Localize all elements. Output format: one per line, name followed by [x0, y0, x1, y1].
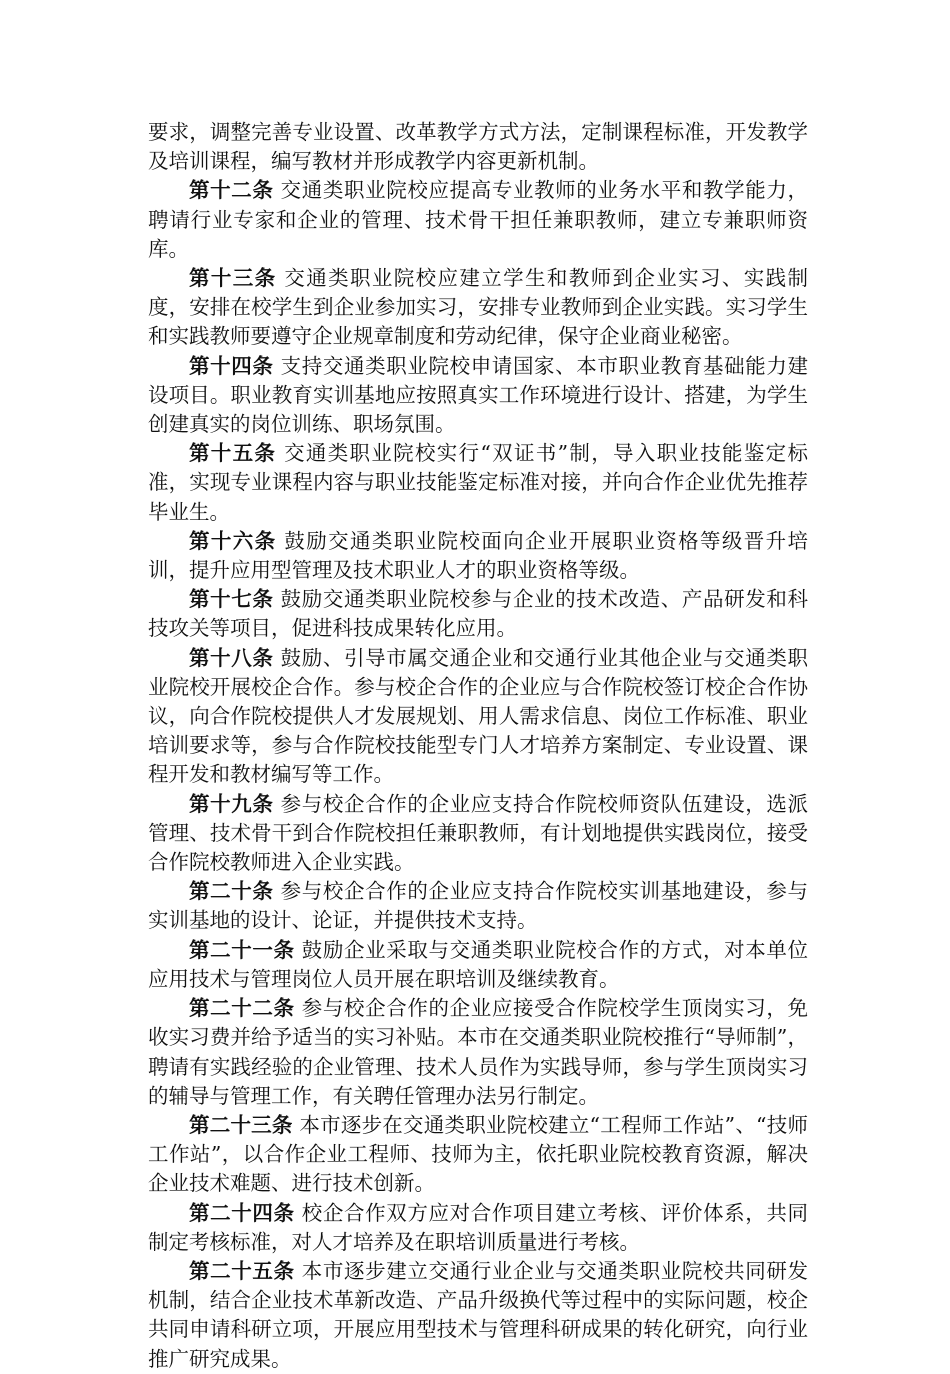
article-heading: 第二十一条: [189, 937, 295, 962]
article-18: [148, 644, 808, 790]
article-17: [148, 585, 808, 643]
article-20: [148, 877, 808, 935]
article-heading: 第十二条: [189, 178, 274, 203]
article-text: 本市逐步建立交通行业企业与交通类职业院校共同研发机制，结合企业技术革新改造、产品升级换代等过程中的实际问题，校企共同申请科研立项，开展应用型技术与管理科研成果的转化研究，向行业推广研究成果。: [148, 1258, 808, 1371]
article-heading: 第十六条: [189, 528, 277, 553]
article-text: 交通类职业院校实行“双证书”制，导入职业技能鉴定标准，实现专业课程内容与职业技能鉴定标准对接，并向合作企业优先推荐毕业生。: [148, 441, 808, 524]
article-text: 交通类职业院校应建立学生和教师到企业实习、实践制度，安排在校学生到企业参加实习，安排专业教师到企业实践。实习学生和实践教师要遵守企业规章制度和劳动纪律，保守企业商业秘密。: [148, 266, 808, 349]
article-13: [148, 264, 808, 352]
document-page: [148, 118, 808, 1374]
article-heading: 第十九条: [189, 791, 274, 816]
article-19: [148, 790, 808, 878]
article-heading: 第十七条: [189, 587, 274, 612]
article-14: [148, 352, 808, 440]
article-heading: 第二十二条: [189, 996, 295, 1021]
article-heading: 第二十三条: [189, 1112, 293, 1137]
article-text: 鼓励企业采取与交通类职业院校合作的方式，对本单位应用技术与管理岗位人员开展在职培训及继续教育。: [148, 937, 808, 991]
article-heading: 第十八条: [189, 645, 274, 670]
article-text: 本市逐步在交通类职业院校建立“工程师工作站”、“技师工作站”，以合作企业工程师、技师为主，依托职业院校教育资源，解决企业技术难题、进行技术创新。: [148, 1112, 808, 1196]
article-22: [148, 994, 808, 1111]
paragraph-text: 要求，调整完善专业设置、改革教学方式方法，定制课程标准，开发教学及培训课程，编写教材并形成教学内容更新机制。: [148, 120, 808, 174]
article-text: 鼓励交通类职业院校面向企业开展职业资格等级晋升培训，提升应用型管理及技术职业人才的职业资格等级。: [148, 528, 808, 583]
article-25: [148, 1257, 808, 1374]
paragraph-continuation: [148, 118, 808, 176]
article-text: 鼓励、引导市属交通企业和交通行业其他企业与交通类职业院校开展校企合作。参与校企合作的企业应与合作院校签订校企合作协议，向合作院校提供人才发展规划、用人需求信息、岗位工作标准、职业培训要求等，参与合作院校技能型专门人才培养方案制定、专业设置、课程开发和教材编写等工作。: [148, 645, 808, 787]
article-24: [148, 1199, 808, 1257]
article-text: 参与校企合作的企业应接受合作院校学生顶岗实习，免收实习费并给予适当的实习补贴。本市在交通类职业院校推行“导师制”，聘请有实践经验的企业管理、技术人员作为实践导师，参与学生顶岗实习的辅导与管理工作，有关聘任管理办法另行制定。: [148, 996, 808, 1108]
article-text: 交通类职业院校应提高专业教师的业务水平和教学能力，聘请行业专家和企业的管理、技术骨干担任兼职教师，建立专兼职师资库。: [148, 178, 808, 261]
article-heading: 第二十条: [189, 879, 274, 904]
article-text: 参与校企合作的企业应支持合作院校实训基地建设，参与实训基地的设计、论证，并提供技术支持。: [148, 879, 808, 933]
article-heading: 第十四条: [189, 353, 274, 378]
article-23: [148, 1111, 808, 1199]
article-15: [148, 439, 808, 527]
article-12: [148, 176, 808, 264]
article-21: [148, 936, 808, 994]
article-text: 支持交通类职业院校申请国家、本市职业教育基础能力建设项目。职业教育实训基地应按照真实工作环境进行设计、搭建，为学生创建真实的岗位训练、职场氛围。: [148, 353, 808, 437]
article-text: 参与校企合作的企业应支持合作院校师资队伍建设，选派管理、技术骨干到合作院校担任兼职教师，有计划地提供实践岗位，接受合作院校教师进入企业实践。: [148, 791, 808, 875]
article-text: 校企合作双方应对合作项目建立考核、评价体系，共同制定考核标准，对人才培养及在职培训质量进行考核。: [148, 1200, 808, 1254]
article-text: 鼓励交通类职业院校参与企业的技术改造、产品研发和科技攻关等项目，促进科技成果转化应用。: [148, 587, 808, 641]
article-heading: 第二十五条: [189, 1258, 295, 1283]
article-heading: 第二十四条: [189, 1200, 295, 1225]
article-heading: 第十三条: [189, 266, 277, 291]
article-heading: 第十五条: [189, 441, 277, 466]
article-16: [148, 527, 808, 585]
